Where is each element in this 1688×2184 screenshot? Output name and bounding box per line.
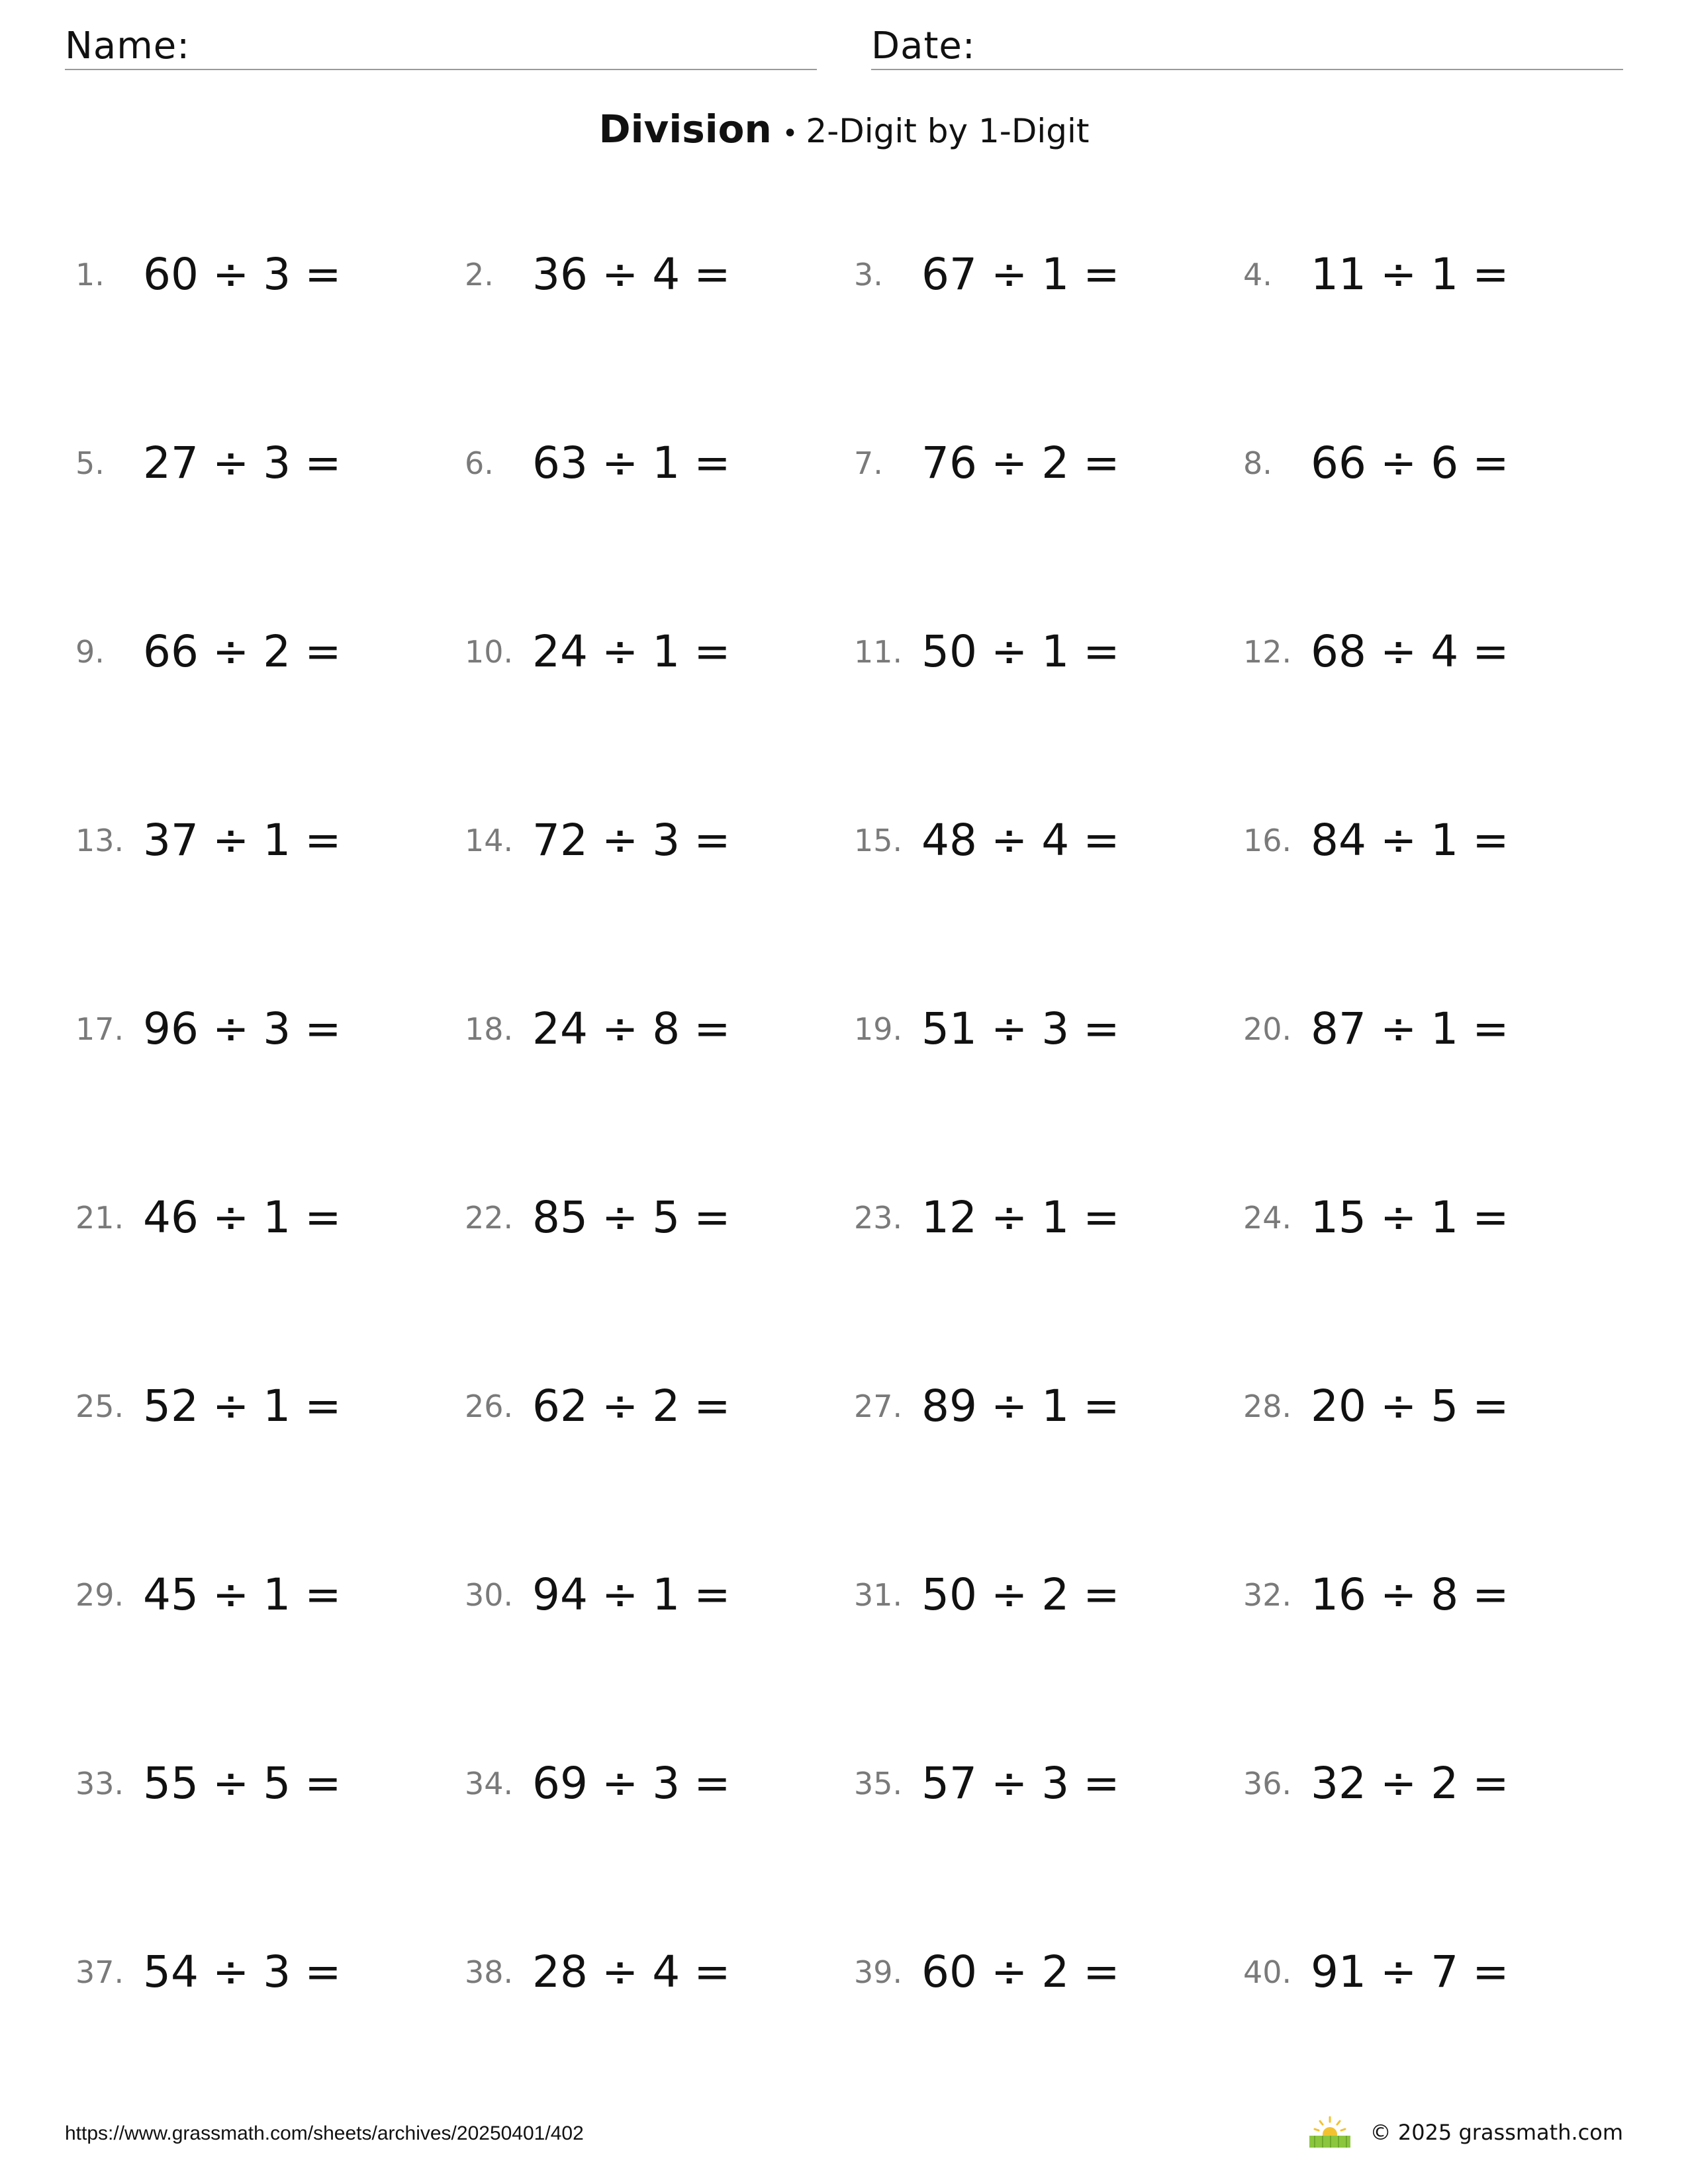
title-separator: • (782, 118, 798, 149)
problem-number: 12. (1243, 634, 1292, 670)
problem-item (778, 622, 1162, 682)
problem-number: 34. (465, 1766, 514, 1801)
problem-number: 1. (75, 257, 105, 293)
problem-number: 30. (465, 1577, 514, 1613)
problem-item (1168, 1942, 1552, 2002)
problem-expression: 66 ÷ 2 = (143, 626, 342, 677)
problem-item (389, 622, 773, 682)
problem-expression: 87 ÷ 1 = (1311, 1003, 1509, 1054)
problem-item (0, 1565, 384, 1625)
problem-item (1168, 811, 1552, 870)
problem-item (389, 1754, 773, 1813)
problem-item (0, 811, 384, 870)
footer-copyright: © 2025 grassmath.com (1370, 2120, 1623, 2145)
problem-expression: 50 ÷ 2 = (921, 1569, 1120, 1620)
title-subtitle: 2-Digit by 1-Digit (806, 112, 1090, 150)
problem-number: 2. (465, 257, 494, 293)
problem-item (389, 433, 773, 493)
problem-number: 29. (75, 1577, 124, 1613)
problem-number: 19. (854, 1011, 903, 1047)
problem-item (1168, 1377, 1552, 1436)
problem-expression: 27 ÷ 3 = (143, 437, 342, 488)
problem-expression: 28 ÷ 4 = (532, 1946, 731, 1997)
problem-number: 23. (854, 1200, 903, 1236)
problem-expression: 67 ÷ 1 = (921, 249, 1120, 300)
problem-expression: 51 ÷ 3 = (921, 1003, 1120, 1054)
problem-expression: 45 ÷ 1 = (143, 1569, 342, 1620)
problem-number: 5. (75, 445, 105, 481)
problem-item (389, 245, 773, 304)
problem-item (1168, 1565, 1552, 1625)
problem-item (1168, 622, 1552, 682)
problem-number: 15. (854, 823, 903, 858)
problem-number: 37. (75, 1954, 124, 1990)
problem-expression: 85 ÷ 5 = (532, 1192, 731, 1243)
problem-item (389, 1377, 773, 1436)
problem-number: 20. (1243, 1011, 1292, 1047)
problem-expression: 91 ÷ 7 = (1311, 1946, 1509, 1997)
problem-number: 32. (1243, 1577, 1292, 1613)
problem-item (778, 1754, 1162, 1813)
problem-number: 9. (75, 634, 105, 670)
problem-item (389, 1942, 773, 2002)
problem-number: 8. (1243, 445, 1272, 481)
date-label: Date: (871, 24, 976, 68)
problem-expression: 12 ÷ 1 = (921, 1192, 1120, 1243)
problem-expression: 24 ÷ 1 = (532, 626, 731, 677)
problem-expression: 50 ÷ 1 = (921, 626, 1120, 677)
problem-item (778, 1565, 1162, 1625)
problem-number: 11. (854, 634, 903, 670)
problem-expression: 55 ÷ 5 = (143, 1758, 342, 1809)
title-main: Division (598, 107, 772, 152)
problem-number: 16. (1243, 823, 1292, 858)
problem-expression: 46 ÷ 1 = (143, 1192, 342, 1243)
problem-expression: 94 ÷ 1 = (532, 1569, 731, 1620)
problem-item (1168, 433, 1552, 493)
problem-expression: 11 ÷ 1 = (1311, 249, 1509, 300)
problem-item (389, 1188, 773, 1248)
problem-number: 22. (465, 1200, 514, 1236)
sun-over-grass-icon (1308, 2116, 1352, 2149)
problem-expression: 24 ÷ 8 = (532, 1003, 731, 1054)
problem-number: 7. (854, 445, 883, 481)
problem-expression: 37 ÷ 1 = (143, 815, 342, 866)
problem-item (0, 1377, 384, 1436)
problem-number: 25. (75, 1388, 124, 1424)
problem-number: 4. (1243, 257, 1272, 293)
problem-item (0, 622, 384, 682)
problem-number: 39. (854, 1954, 903, 1990)
problem-item (778, 811, 1162, 870)
problem-number: 18. (465, 1011, 514, 1047)
problem-number: 27. (854, 1388, 903, 1424)
problem-number: 24. (1243, 1200, 1292, 1236)
problem-item (778, 1377, 1162, 1436)
problem-item (389, 811, 773, 870)
problem-number: 35. (854, 1766, 903, 1801)
problem-item (0, 1754, 384, 1813)
problem-expression: 68 ÷ 4 = (1311, 626, 1509, 677)
problem-item (0, 999, 384, 1059)
problem-item (778, 1942, 1162, 2002)
problem-expression: 32 ÷ 2 = (1311, 1758, 1509, 1809)
problem-number: 3. (854, 257, 883, 293)
problem-expression: 84 ÷ 1 = (1311, 815, 1509, 866)
problem-expression: 72 ÷ 3 = (532, 815, 731, 866)
problem-item (0, 1188, 384, 1248)
problem-number: 26. (465, 1388, 514, 1424)
worksheet-title (0, 105, 1688, 158)
problem-item (1168, 1188, 1552, 1248)
problem-expression: 20 ÷ 5 = (1311, 1381, 1509, 1432)
problem-expression: 60 ÷ 3 = (143, 249, 342, 300)
problem-number: 40. (1243, 1954, 1292, 1990)
problem-number: 38. (465, 1954, 514, 1990)
problem-item (778, 433, 1162, 493)
problem-item (0, 433, 384, 493)
problem-expression: 54 ÷ 3 = (143, 1946, 342, 1997)
problem-item (389, 1565, 773, 1625)
date-field[interactable] (871, 24, 1623, 70)
name-label: Name: (65, 24, 191, 68)
problem-expression: 66 ÷ 6 = (1311, 437, 1509, 488)
problem-expression: 62 ÷ 2 = (532, 1381, 731, 1432)
footer-url: https://www.grassmath.com/sheets/archives/20250401/402 (65, 2122, 584, 2144)
problem-expression: 89 ÷ 1 = (921, 1381, 1120, 1432)
problem-item (389, 999, 773, 1059)
problem-expression: 60 ÷ 2 = (921, 1946, 1120, 1997)
problem-item (0, 1942, 384, 2002)
problem-number: 21. (75, 1200, 124, 1236)
problem-number: 33. (75, 1766, 124, 1801)
problem-number: 10. (465, 634, 514, 670)
problem-number: 14. (465, 823, 514, 858)
problem-expression: 63 ÷ 1 = (532, 437, 731, 488)
problem-number: 36. (1243, 1766, 1292, 1801)
problem-number: 31. (854, 1577, 903, 1613)
problem-expression: 16 ÷ 8 = (1311, 1569, 1509, 1620)
problem-item (778, 999, 1162, 1059)
problem-expression: 48 ÷ 4 = (921, 815, 1120, 866)
problem-expression: 52 ÷ 1 = (143, 1381, 342, 1432)
problem-item (1168, 999, 1552, 1059)
problem-expression: 57 ÷ 3 = (921, 1758, 1120, 1809)
problem-expression: 15 ÷ 1 = (1311, 1192, 1509, 1243)
footer-brand (1308, 2113, 1623, 2152)
problem-item (778, 245, 1162, 304)
problem-number: 28. (1243, 1388, 1292, 1424)
problem-number: 13. (75, 823, 124, 858)
problem-item (1168, 1754, 1552, 1813)
problem-expression: 36 ÷ 4 = (532, 249, 731, 300)
problem-expression: 96 ÷ 3 = (143, 1003, 342, 1054)
problem-expression: 69 ÷ 3 = (532, 1758, 731, 1809)
name-field[interactable] (65, 24, 817, 70)
problem-item (0, 245, 384, 304)
problem-expression: 76 ÷ 2 = (921, 437, 1120, 488)
problem-item (1168, 245, 1552, 304)
problem-item (778, 1188, 1162, 1248)
problem-number: 6. (465, 445, 494, 481)
problem-number: 17. (75, 1011, 124, 1047)
